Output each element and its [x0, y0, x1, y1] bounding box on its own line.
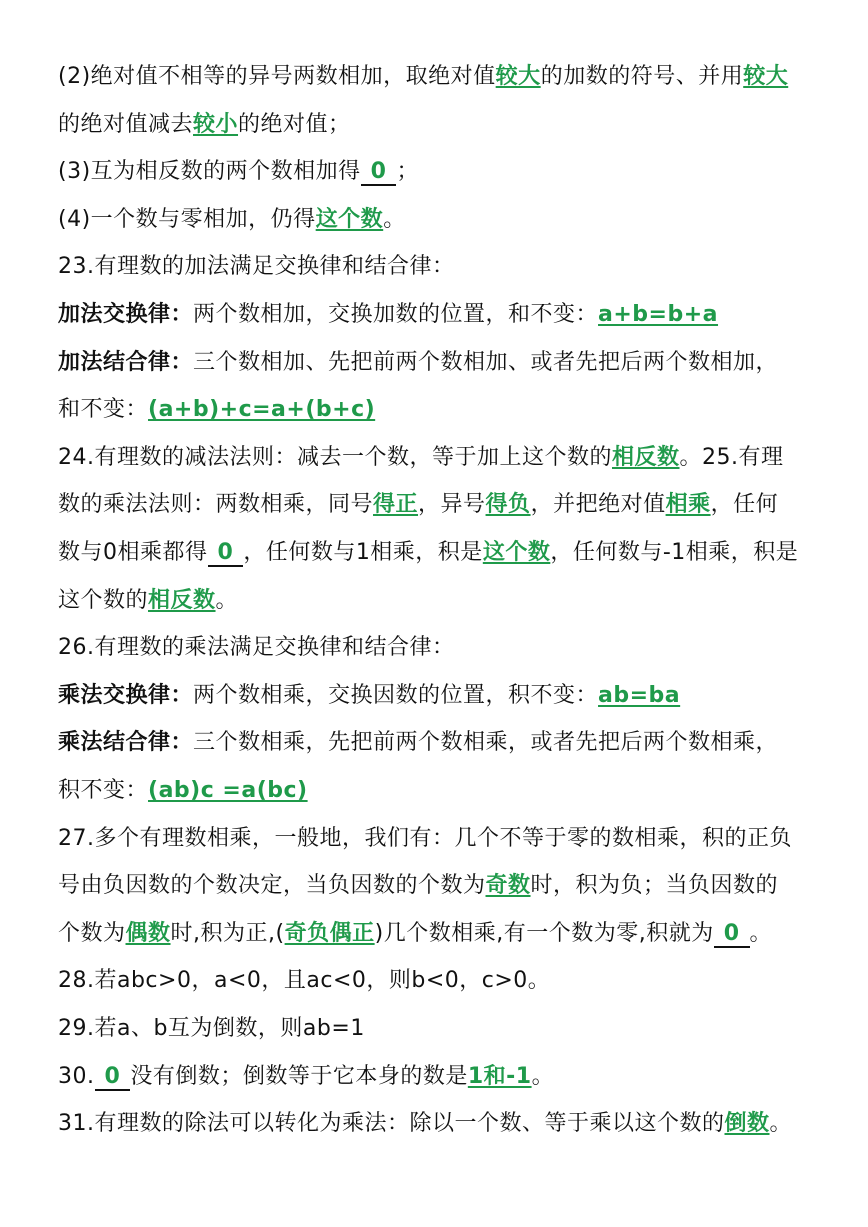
text-line [58, 871, 818, 901]
answer-blank: 0 [361, 160, 397, 186]
body-text: 。 [531, 1063, 555, 1089]
body-text: (2)绝对值不相等的异号两数相加，取绝对值 [58, 64, 496, 89]
body-text: 29.若a、b互为倒数，则ab=1 [58, 1016, 365, 1041]
body-text: 。 [749, 920, 773, 946]
body-text: ，并把绝对值 [530, 492, 666, 518]
text-line [58, 443, 818, 473]
text-line [58, 1109, 818, 1139]
term-label: 乘法结合律： [58, 730, 194, 756]
answer-text: 奇负偶正 [284, 920, 375, 946]
body-text: 时,积为正,( [170, 920, 285, 946]
body-text: (3)互为相反数的两个数相加得 [58, 159, 361, 185]
text-line [58, 633, 818, 663]
answer-text: 得负 [485, 492, 531, 518]
answer-text: 相反数 [612, 444, 680, 470]
text-line [58, 157, 818, 187]
text-line [58, 395, 818, 425]
body-text: ，任何数与1相乘，积是 [243, 540, 483, 565]
body-text: 这个数的 [58, 587, 149, 613]
text-line [58, 966, 818, 996]
text-line [58, 490, 818, 520]
answer-text: a+b=b+a [598, 302, 719, 327]
body-text: 的绝对值减去 [58, 111, 194, 137]
answer-text: (ab)c =a(bc) [148, 778, 308, 803]
body-text: 数的乘法法则：两数相乘，同号 [58, 492, 374, 518]
text-line [58, 776, 818, 806]
answer-text: 倒数 [724, 1111, 770, 1137]
body-text: 28.若abc>0，a<0，且ac<0，则b<0，c>0。 [58, 968, 551, 994]
answer-blank: 0 [208, 541, 244, 567]
body-text: ，任何数与-1相乘，积是 [550, 540, 799, 565]
text-line [58, 538, 818, 568]
body-text: ； [396, 159, 419, 185]
body-text: 31.有理数的除法可以转化为乘法：除以一个数、等于乘以这个数的 [58, 1111, 725, 1137]
body-text: (4)一个数与零相加，仍得 [58, 206, 316, 232]
text-line [58, 348, 818, 378]
body-text: 积不变： [58, 778, 149, 803]
answer-text: 这个数 [315, 206, 384, 232]
body-text: )几个数相乘,有一个数为零,积就为 [374, 920, 714, 946]
answer-text: 较小 [193, 111, 239, 137]
body-text: 三个数相加、先把前两个数相加、或者先把后两个数相加， [193, 349, 779, 375]
body-text: 23.有理数的加法满足交换律和结合律： [58, 254, 455, 280]
body-text: 两个数相乘，交换因数的位置，积不变： [193, 682, 599, 708]
body-text: 。 [383, 206, 406, 232]
body-text: 没有倒数；倒数等于它本身的数是 [130, 1063, 468, 1089]
answer-text: 1和-1 [467, 1063, 532, 1089]
answer-text: (a+b)+c=a+(b+c) [148, 397, 376, 423]
body-text: 的加数的符号、并用 [540, 64, 744, 89]
body-text: 。 [769, 1111, 793, 1137]
answer-text: 得正 [373, 492, 419, 518]
body-text: 。 [215, 587, 239, 613]
term-label: 加法结合律： [58, 349, 194, 375]
body-text: 30. [58, 1063, 95, 1089]
body-text: 时，积为负；当负因数的 [530, 873, 779, 899]
body-text: 和不变： [58, 397, 149, 423]
answer-blank: 0 [714, 922, 750, 948]
body-text: ，任何 [710, 492, 779, 518]
body-text: 的绝对值； [238, 111, 351, 137]
answer-text: 奇数 [485, 873, 531, 899]
text-line [58, 1062, 818, 1092]
body-text: 27.多个有理数相乘，一般地，我们有：几个不等于零的数相乘，积的正负 [58, 825, 792, 851]
text-line [58, 110, 818, 140]
answer-blank: 0 [95, 1065, 131, 1091]
body-text: 号由负因数的个数决定，当负因数的个数为 [58, 873, 486, 899]
answer-text: ab=ba [598, 682, 681, 708]
body-text: ，异号 [418, 492, 486, 518]
answer-text: 较大 [743, 64, 789, 89]
text-line [58, 1014, 818, 1044]
term-label: 乘法交换律： [58, 682, 194, 708]
text-line [58, 205, 818, 235]
text-line [58, 252, 818, 282]
body-text: 26.有理数的乘法满足交换律和结合律： [58, 635, 455, 661]
term-label: 加法交换律： [58, 302, 194, 327]
text-line [58, 62, 818, 92]
answer-text: 相乘 [665, 492, 711, 518]
answer-text: 偶数 [125, 920, 171, 946]
body-text: 个数为 [58, 920, 126, 946]
text-line [58, 919, 818, 949]
body-text: 两个数相加，交换加数的位置，和不变： [193, 302, 599, 327]
body-text: 。25.有理 [679, 444, 784, 470]
text-line [58, 586, 818, 616]
text-line [58, 300, 818, 330]
body-text: 24.有理数的减法法则：减去一个数，等于加上这个数的 [58, 444, 612, 470]
answer-text: 这个数 [482, 540, 551, 565]
answer-text: 相反数 [148, 587, 216, 613]
text-line [58, 728, 818, 758]
body-text: 数与0相乘都得 [58, 540, 208, 565]
answer-text: 较大 [495, 64, 541, 89]
body-text: 三个数相乘，先把前两个数相乘，或者先把后两个数相乘， [193, 730, 779, 756]
text-line [58, 681, 818, 711]
text-line [58, 824, 818, 854]
